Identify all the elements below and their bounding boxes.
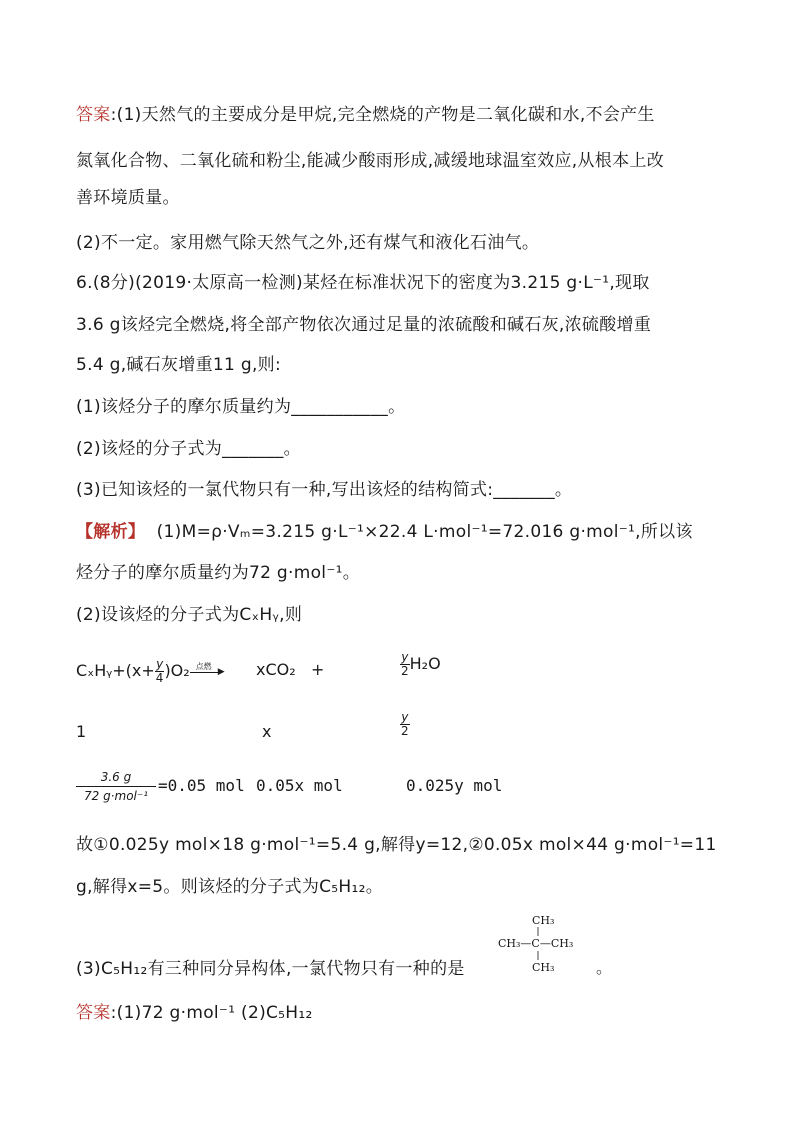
question-6-sub-2: (2)该烃的分子式为_______。	[76, 439, 301, 459]
moles-h2o: 0.025y mol	[406, 776, 503, 795]
analysis-line-4: 故①0.025y mol×18 g·mol⁻¹=5.4 g,解得y=12,②0.05x mol×44 g·mol⁻¹=11	[76, 835, 717, 855]
answer-line-2: 氮氧化合物、二氧化硫和粉尘,能减少酸雨形成,减缓地球温室效应,从根本上改	[76, 151, 665, 171]
answer-line-3: 善环境质量。	[76, 188, 180, 208]
analysis-label: 【解析】	[76, 522, 146, 542]
equation-plus: +	[311, 660, 325, 679]
question-6-sub-3: (3)已知该烃的一氯代物只有一种,写出该烃的结构简式:_______。	[76, 480, 573, 500]
question-6-line-1: 6.(8分)(2019·太原高一检测)某烃在标准状况下的密度为3.215 g·L⁻¹,现取	[76, 273, 650, 293]
analysis-line-2: 烃分子的摩尔质量约为72 g·mol⁻¹。	[76, 563, 361, 583]
analysis-text-1: (1)M=ρ·Vₘ=3.215 g·L⁻¹×22.4 L·mol⁻¹=72.016 g·mol⁻¹,所以该	[156, 522, 693, 542]
final-answer-label: 答案	[76, 1003, 111, 1023]
analysis-line-1	[76, 521, 693, 543]
equation-reactants: CₓHᵧ+(x+ $\frac{y}{4}$ )O₂ 点燃 ▶	[76, 657, 225, 685]
final-answer-text: :(1)72 g·mol⁻¹ (2)C₅H₁₂	[110, 1003, 313, 1023]
question-6-sub-1: (1)该烃分子的摩尔质量约为___________。	[76, 397, 406, 417]
mass-fraction: 3.6 g 72 g·mol⁻¹	[76, 770, 156, 803]
answer-line-4: (2)不一定。家用燃气除天然气之外,还有煤气和液化石油气。	[76, 233, 540, 253]
analysis-line-6: (3)C₅H₁₂有三种同分异构体,一氯代物只有一种的是	[76, 959, 465, 979]
moles-total: =0.05 mol	[158, 776, 245, 795]
ratio-y-over-2: $\frac{y}{2}$	[401, 710, 409, 738]
analysis-line-5: g,解得x=5。则该烃的分子式为C₅H₁₂。	[76, 877, 384, 897]
struct-middle: CH₃—C—CH₃	[498, 937, 574, 950]
reaction-arrow-icon: 点燃 ▶	[190, 663, 224, 681]
ratio-1: 1	[76, 722, 87, 741]
neopentane-structure-icon	[496, 914, 586, 976]
neopentane-structure	[496, 914, 586, 979]
struct-bottom: CH₃	[532, 961, 555, 974]
moles-co2: 0.05x mol	[256, 776, 343, 795]
struct-top: CH₃	[532, 914, 555, 927]
answer-label: 答案	[76, 105, 111, 125]
question-6-line-2: 3.6 g该烃完全燃烧,将全部产物依次通过足量的浓硫酸和碱石灰,浓硫酸增重	[76, 315, 652, 335]
analysis-line-6-end: 。	[596, 958, 613, 977]
ratio-x: x	[262, 722, 272, 741]
equation-h2o: $\frac{y}{2}$ H₂O	[401, 650, 441, 678]
answer-line-1	[76, 104, 655, 126]
answer-text-1: :(1)天然气的主要成分是甲烷,完全燃烧的产物是二氧化碳和水,不会产生	[110, 105, 655, 125]
analysis-line-3: (2)设该烃的分子式为CₓHᵧ,则	[76, 605, 303, 625]
question-6-line-3: 5.4 g,碱石灰增重11 g,则:	[76, 355, 281, 375]
final-answer-line	[76, 1002, 313, 1024]
frac-y-over-4: $\frac{y}{4}$	[155, 657, 164, 685]
equation-co2: xCO₂	[256, 660, 296, 679]
frac-y-over-2: $\frac{y}{2}$	[401, 650, 409, 678]
